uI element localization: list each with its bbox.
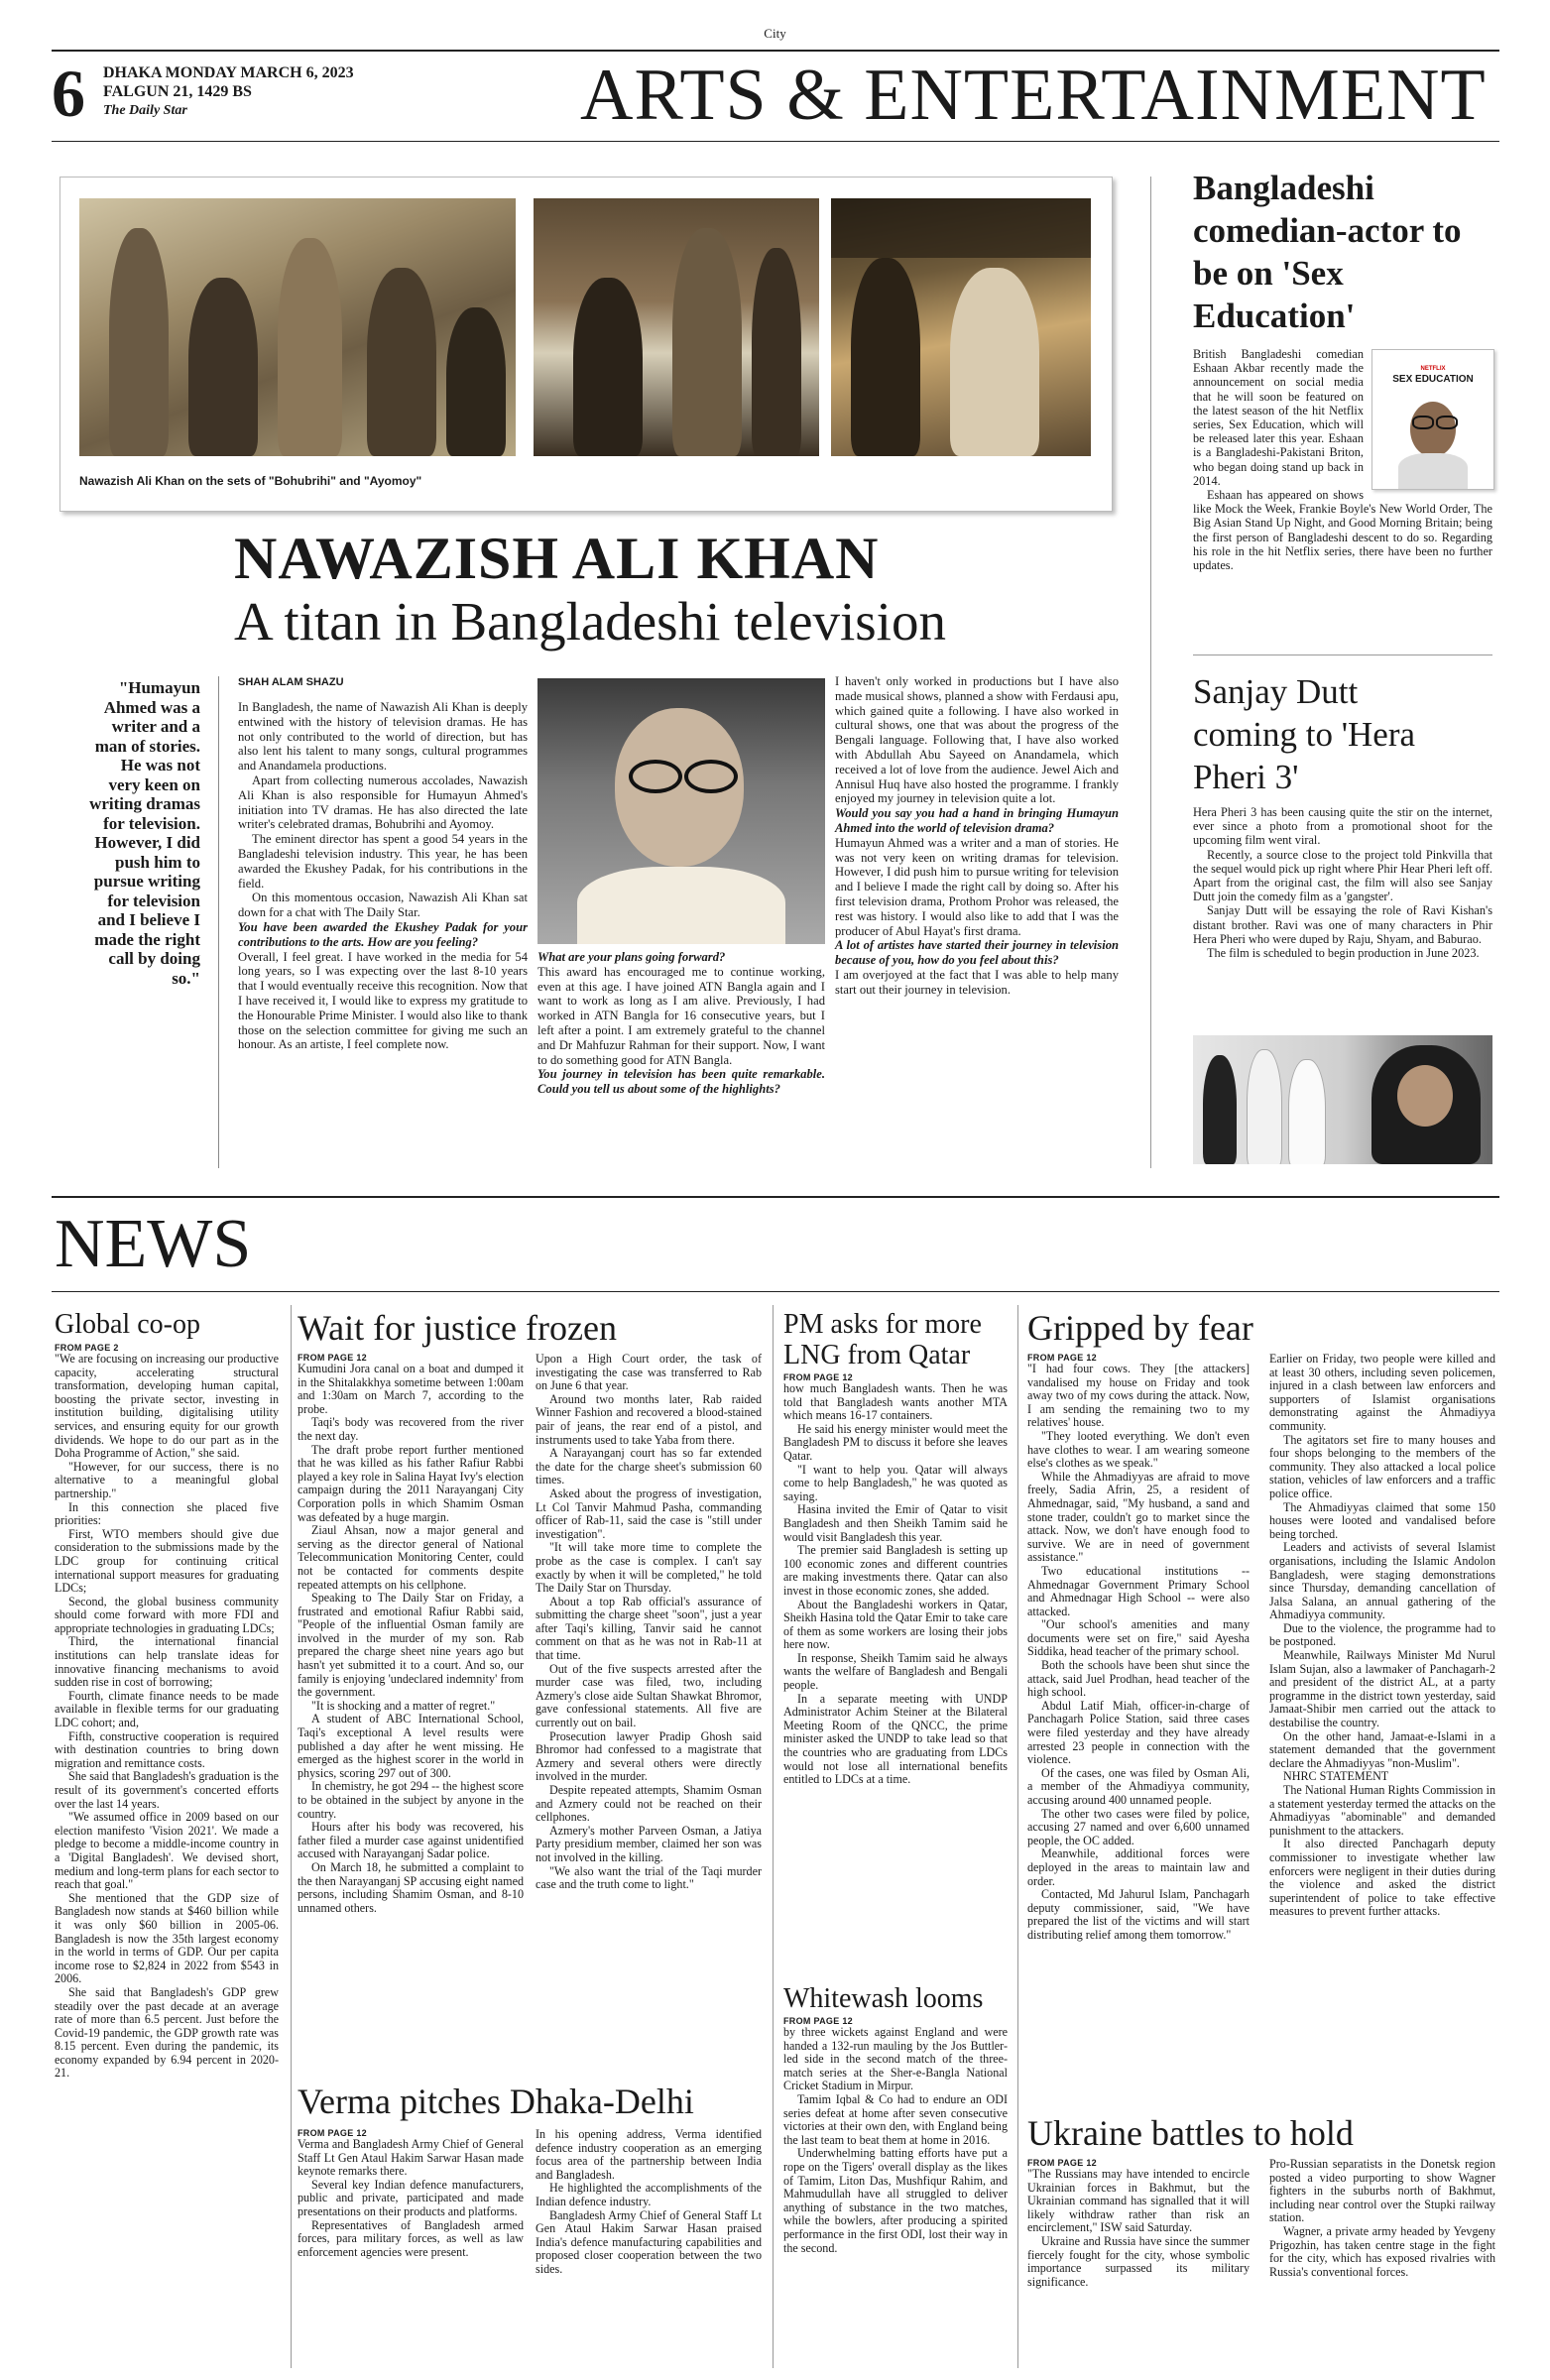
paragraph: In chemistry, he got 294 -- the highest score to be obtained in the subject by anyone in the country. <box>298 1779 524 1821</box>
fear-headline: Gripped by fear <box>1027 1308 1253 1348</box>
lng-body <box>783 1382 1008 1787</box>
photo-bohubrihi-group <box>79 198 516 456</box>
paragraph: Verma and Bangladesh Army Chief of General Staff Lt Gen Ataul Hakim Sarwar Hasan made keynote remarks there. <box>298 2137 524 2179</box>
paragraph: Third, the international financial institutions can help translate ideas for innovative financing mechanisms to avoid sudden rise in cost of borrowing; <box>55 1634 279 1690</box>
paragraph: "We also want the trial of the Taqi murder case and the truth come to light." <box>536 1863 762 1892</box>
paragraph: First, WTO members should give due consideration to the submissions made by the LDC group for continuing critical international support measures for graduating LDCs; <box>55 1526 279 1596</box>
paragraph: Abdul Latif Miah, officer-in-charge of Panchagarh Police Station, said three cases were filed yesterday and they have already arrested 23 people in connection with the violence. <box>1027 1698 1250 1767</box>
paragraph: In this connection she placed five priorities: <box>55 1499 279 1528</box>
paragraph: The premier said Bangladesh is setting up 100 economic zones and different countries are making investments there. Qatar can also invest in those economic zones, she added. <box>783 1543 1008 1598</box>
paragraph: Leaders and activists of several Islamist organisations, including the Islamic Andolon Bangladesh, were staging demonstrations since Thursday, demanding cancellation of Jalsa Salana, an annual gathering of the Ahmadiyya community. <box>1269 1540 1495 1622</box>
feature-headline: NAWAZISH ALI KHAN <box>234 526 880 591</box>
byline: SHAH ALAM SHAZU <box>238 676 344 688</box>
verma-body-col2 <box>536 2128 762 2277</box>
paragraph: Sanjay Dutt will be essaying the role of Ravi Kishan's distant brother. Ravi was one of many characters in Phir Hera Pheri who were duped by Raju, Shyam, and Baburao. <box>1193 903 1492 946</box>
paragraph: In a separate meeting with UNDP Administrator Achim Steiner at the Bilateral Meeting Room of the QNCC, the prime minister asked the UNDP to take lead so that the countries who are graduating from LDCs would not lose all international benefits entitled to LDCs at a time. <box>783 1691 1008 1787</box>
paragraph: The film is scheduled to begin production in June 2023. <box>1207 946 1480 961</box>
paragraph: Around two months later, Rab raided Winner Fashion and recovered a blood-stained pair of jeans, the rear end of a pistol, and instruments used to take Yaba from there. <box>536 1391 762 1447</box>
global-coop-from: FROM PAGE 2 <box>55 1343 119 1353</box>
paragraph: Would you say you had a hand in bringing Humayun Ahmed into the world of television drama? <box>835 806 1119 835</box>
whitewash-from: FROM PAGE 12 <box>783 2016 853 2026</box>
paragraph: Hera Pheri 3 has been causing quite the stir on the internet, ever since a photo from a promotional shoot for the upcoming film went viral. <box>1193 805 1492 848</box>
paragraph: In response, Sheikh Tamim said he always wants the welfare of Bangladesh and Bengali people. <box>783 1650 1008 1693</box>
fear-body-col1 <box>1027 1363 1250 1943</box>
paragraph: by three wickets against England and were handed a 132-run mauling by the Jos Buttler-led side in the second match of the three-match series at the Sher-e-Bangla National Cricket Stadium in Mirpur. <box>783 2025 1008 2093</box>
paragraph: Overall, I feel great. I have worked in the media for 54 long years, so I was expecting over the last 8-10 years that I would eventually receive this recognition. Now that I have received it, I would like to express my gratitude to the Honourable Prime Minister. I would also like to thank those on the selection committee for giving me such an honour. As an artiste, I feel complete now. <box>238 949 528 1052</box>
paragraph: Out of the five suspects arrested after the murder case was filed, two, including Azmery's close aide Sultan Shawkat Bhromor, gave confessional statements. All five are currently out on bail. <box>536 1661 762 1730</box>
paragraph: Meanwhile, Railways Minister Md Nurul Islam Sujan, also a lawmaker of Panchagarh-2 and president of the district AL, at a party programme in the district town yesterday, said Jamaat-Shibir men carried out the attack to destabilise the country. <box>1269 1648 1495 1730</box>
paragraph: NHRC STATEMENT <box>1283 1769 1389 1784</box>
whitewash-headline: Whitewash looms <box>783 1983 984 2014</box>
fear-from: FROM PAGE 12 <box>1027 1353 1097 1363</box>
paragraph: Meanwhile, additional forces were deployed in the areas to maintain law and order. <box>1027 1846 1250 1888</box>
paragraph: A lot of artistes have started their journey in television because of you, how do you feel about this? <box>835 938 1119 968</box>
paragraph: In Bangladesh, the name of Nawazish Ali Khan is deeply entwined with the history of television dramas. He has not only contributed to the world of direction, but has also lent his talent to many songs, cultural programmes and Anandamela productions. <box>238 700 528 774</box>
paragraph: The National Human Rights Commission in a statement yesterday termed the attacks on the Ahmadiyyas "abominable" and demanded punishment to the attackers. <box>1269 1783 1496 1838</box>
paragraph: "I had four cows. They [the attackers] vandalised my house on Friday and took away two of my cows during the attack. Now, I am sending the remaining two to my relatives' house. <box>1027 1362 1250 1430</box>
fear-body-col2 <box>1269 1353 1495 1919</box>
ukraine-body-col1 <box>1027 2168 1250 2289</box>
netflix-label: NETFLIX <box>1420 366 1446 372</box>
paragraph: British Bangladeshi comedian Eshaan Akbar recently made the announcement on social media that he will soon be featured on the latest season of the hit Netflix series, Sex Education, which will be released later this year. Eshaan is a Bangladeshi-Pakistani Briton, who began doing stand up back in 2014. <box>1193 347 1364 488</box>
paragraph: Speaking to The Daily Star on Friday, a frustrated and emotional Rafiur Rabbi said, "People of the influential Osman family are involved in the murder of my son. Rab prepared the charge sheet nine years ago but hasn't yet submitted it to a court. And so, our family is enjoying 'undeclared indemnity' from the government. <box>298 1591 524 1700</box>
paragraph: Bangladesh Army Chief of General Staff Lt Gen Ataul Hakim Sarwar Hasan praised India's defence manufacturing capabilities and proposed closer cooperation between the two sides. <box>536 2207 762 2276</box>
date-line <box>103 63 354 120</box>
paragraph: On March 18, he submitted a complaint to the then Narayanganj SP accusing eight named persons, including Shamim Osman, and 8-10 unnamed others. <box>298 1859 524 1915</box>
paragraph: "We assumed office in 2009 based on our election manifesto 'Vision 2021'. We made a pledge to become a middle-income country in a 'Digital Bangladesh'. We devised short, medium and long-term plans for each sector to reach that goal." <box>55 1810 280 1892</box>
paragraph: He said his energy minister would meet the Bangladesh PM to discuss it before she leaves Qatar. <box>783 1421 1008 1463</box>
paragraph: Contacted, Md Jahurul Islam, Panchagarh deputy commissioner, said, "We have prepared the list of the victims and will start distributing relief among them tomorrow." <box>1027 1887 1250 1942</box>
justice-from: FROM PAGE 12 <box>298 1353 367 1363</box>
paragraph: The other two cases were filed by police, accusing 27 named and over 6,600 unnamed people, the OC added. <box>1027 1806 1250 1847</box>
paragraph: Eshaan has appeared on shows like Mock the Week, Frankie Boyle's New World Order, The Big Asian Stand Up Night, and Good Morning Britain; being the first person of Bangladeshi descent to do so. Regarding his role in the hit Netflix series, there have been no further updates. <box>1193 488 1492 573</box>
paragraph: The draft probe report further mentioned that he was killed as his father Rafiur Rabbi played a key role in Salina Hayat Ivy's election campaign during the 2011 Narayanganj City Corporation polls in which Shamim Osman was defeated by a huge margin. <box>298 1442 524 1524</box>
paragraph: Pro-Russian separatists in the Donetsk region posted a video purporting to show Wagner fighters in the suburbs north of Bakhmut, including near control over the Stupki railway station. <box>1269 2157 1495 2225</box>
lng-from: FROM PAGE 12 <box>783 1372 853 1382</box>
sidebar-story1-headline: Bangladeshi comedian-actor to be on 'Sex Education' <box>1193 169 1462 335</box>
sidebar-story2-headline: Sanjay Dutt coming to 'Hera Pheri 3' <box>1193 672 1416 796</box>
thumb-label: SEX EDUCATION <box>1392 374 1474 385</box>
paragraph: Despite repeated attempts, Shamim Osman and Azmery could not be reached on their cellphones. <box>536 1783 762 1825</box>
paragraph: She said that Bangladesh's graduation is the result of its government's concerted efforts over the last 14 years. <box>55 1769 279 1811</box>
photo-hera-pheri-cast <box>1193 1035 1492 1164</box>
sidebar-story2-body <box>1193 805 1492 960</box>
paragraph: Taqi's body was recovered from the river the next day. <box>298 1415 524 1443</box>
justice-body-col1 <box>298 1363 524 1915</box>
ukraine-headline: Ukraine battles to hold <box>1027 2113 1354 2153</box>
date: DHAKA MONDAY MARCH 6, 2023 <box>103 64 354 81</box>
paragraph: This award has encouraged me to continue working, even at this age. I have joined ATN Bangla again and I want to work as long as I am alive. Previously, I had worked in ATN Bangla for 16 consecutive years, but I left after a point. I am extremely grateful to the channel and Dr Mahfuzur Rahman for their support. Now, I want to do something good for ATN Bangla. <box>537 964 825 1067</box>
paragraph: "They looted everything. We don't even have clothes to wear. I am wearing someone else's clothes as we speak." <box>1027 1428 1250 1471</box>
paragraph: Recently, a source close to the project told Pinkvilla that the sequel would pick up right where Phir Hear Pheri left off. Apart from the original cast, the film will also see Sanjay Dutt join the comedy film as a 'gangster'. <box>1193 847 1492 904</box>
paragraph: About a top Rab official's assurance of submitting the charge sheet "soon", just a year after Taqi's killing, Tanvir said he cannot comment on that as he was not in Rab-11 at that time. <box>536 1594 762 1663</box>
paragraph: Hasina invited the Emir of Qatar to visit Bangladesh and then Sheikh Tamim said he would visit Bangladesh this year. <box>783 1502 1008 1544</box>
section-title: ARTS & ENTERTAINMENT <box>580 55 1487 136</box>
bangla-date: FALGUN 21, 1429 BS <box>103 83 252 100</box>
paragraph: The Ahmadiyyas claimed that some 150 houses were looted and vandalised before being torched. <box>1269 1499 1495 1541</box>
paragraph: I am overjoyed at the fact that I was able to help many start out their journey in television. <box>835 967 1119 997</box>
global-coop-body <box>55 1353 279 2081</box>
paragraph: Underwhelming batting efforts have put a rope on the Tigers' overall display as the likes of Tamim, Liton Das, Mushfiqur Rahim, and Mahmudullah have all struggled to deliver anything of substance in the two matches, while the bowlers, after producing a spirited performance in the first ODI, lost their way in the second. <box>783 2146 1008 2255</box>
paragraph: He highlighted the accomplishments of the Indian defence industry. <box>536 2181 762 2208</box>
paragraph: "However, for our success, there is no alternative to a meaningful global partnership." <box>55 1459 279 1500</box>
paragraph: Ukraine and Russia have since the summer fiercely fought for the city, whose symbolic importance surpassed its military significance. <box>1027 2233 1250 2289</box>
paragraph: Asked about the progress of investigation, Lt Col Tanvir Mahmud Pasha, commanding officer of Rab-11, said the case is "still under investigation". <box>536 1486 762 1541</box>
news-section-title: NEWS <box>55 1206 252 1282</box>
paragraph: A student of ABC International School, Taqi's exceptional A level results were published a day after he went missing. He emerged as the highest scorer in the world in physics, scoring 297 out of 300. <box>298 1712 524 1780</box>
paragraph: You journey in television has been quite remarkable. Could you tell us about some of the highlights? <box>537 1067 825 1097</box>
paragraph: The eminent director has spent a good 54 years in the Bangladeshi television industry. This year, he has been awarded the Ekushey Padak, for his contributions in the field. <box>238 832 528 891</box>
feature-column-2 <box>537 950 825 1097</box>
photo-portrait <box>537 678 825 944</box>
paragraph: Wagner, a private army headed by Yevgeny Prigozhin, has taken centre stage in the fight for the city, which has exposed rivalries with Russia's conventional forces. <box>1269 2223 1495 2279</box>
feature-column-1 <box>238 700 528 1052</box>
justice-body-col2 <box>536 1353 762 1892</box>
justice-headline: Wait for justice frozen <box>298 1308 617 1348</box>
paragraph: Both the schools have been shut since the attack, said Juel Prodhan, head teacher of the high school. <box>1027 1658 1250 1700</box>
paragraph: Humayun Ahmed was a writer and a man of stories. He was not very keen on writing dramas for television. However, I did push him to pursue writing for television and I believe I made the right call by doing so. After his first television drama, Prothom Prohor was released, the rest was history. I would also like to add that I was the producer of Abul Hayat's first drama. <box>835 835 1119 938</box>
paragraph: Prosecution lawyer Pradip Ghosh said Bhromor had confessed to a magistrate that Azmery and several others were directly involved in the murder. <box>536 1728 762 1784</box>
ukraine-from: FROM PAGE 12 <box>1027 2158 1097 2168</box>
paragraph: You have been awarded the Ekushey Padak for your contributions to the arts. How are you feeling? <box>238 919 528 949</box>
paper-name: The Daily Star <box>103 103 187 118</box>
lng-headline: PM asks for more LNG from Qatar <box>783 1309 982 1370</box>
paragraph: Earlier on Friday, two people were killed and at least 30 others, including seven policemen, injured in a clash between law enforcers and supporters of Islamist organisations demonstrating against the Ahmadiyya community. <box>1269 1352 1495 1433</box>
paragraph: Of the cases, one was filed by Osman Ali, a member of the Ahmadiyya community, accusing around 400 unnamed people. <box>1027 1765 1250 1807</box>
paragraph: Apart from collecting numerous accolades, Nawazish Ali Khan is also responsible for Humayun Ahmed's initiation into TV dramas. He has also directed the late writer's celebrated dramas, Bohubrihi and Ayomoy. <box>238 773 528 832</box>
whitewash-body <box>783 2026 1008 2255</box>
paragraph: "It is shocking and a matter of regret." <box>311 1698 496 1713</box>
photo-caption: Nawazish Ali Khan on the sets of "Bohubrihi" and "Ayomoy" <box>79 474 422 488</box>
paragraph: About the Bangladeshi workers in Qatar, Sheikh Hasina told the Qatar Emir to take care of them as some workers are losing their jobs here now. <box>783 1597 1008 1652</box>
paragraph: In his opening address, Verma identified defence industry cooperation as an emerging focus area of the partnership between India and Bangladesh. <box>536 2127 762 2182</box>
paragraph: While the Ahmadiyyas are afraid to move freely, Sadia Afrin, 25, a resident of Ahmednagar, said, "My husband, a sand and stone trader, couldn't go to market since the attack. Now, we don't have enough food to survive. We are in need of government assistance." <box>1027 1469 1250 1565</box>
paragraph: She mentioned that the GDP size of Bangladesh now stands at $460 billion while it was only $60 billion in 2005-06. Bangladesh is now the 35th largest economy in the world in terms of GDP. Our per capita income rose to $2,824 in 2022 from $543 in 2006. <box>55 1890 279 1986</box>
paragraph: Representatives of Bangladesh armed forces, para military forces, as well as law enforcement agencies were present. <box>298 2217 524 2259</box>
paragraph: She said that Bangladesh's GDP grew steadily over the past decade at an average rate of more than 6.5 percent. Just before the Covid-19 pandemic, the GDP growth rate was 8.15 percent. Even during the pandemic, its economy expanded by 6.94 percent in 2020-21. <box>55 1984 279 2081</box>
paragraph: I haven't only worked in productions but I have also made musical shows, planned a show with Ferdausi apu, which gained quite a following. I have also worked in cultural shows, one that was about the progress of the Bengali language. Following that, I have also worked with Abdullah Abu Sayeed on Anandamela, which received a lot of love from the audience. Jewel Aich and Annisul Huq have also hosted the programme. I frankly enjoyed my journey in television quite a lot. <box>835 674 1119 806</box>
pull-quote: "Humayun Ahmed was a writer and a man of stories. He was not very keen on writing dramas for television. However, I did push him to pursue writing for television and I believe I made the right call by doing so." <box>89 678 200 988</box>
paragraph: Fourth, climate finance needs to be made available in flexible terms for our graduating LDC cohort; and, <box>55 1688 279 1730</box>
paragraph: It also directed Panchagarh deputy commissioner to investigate whether law enforcers were negligent in their duties during the violence and asked the district superintendent of police to take effective measures to prevent further attacks. <box>1269 1837 1495 1919</box>
paragraph: "The Russians may have intended to encircle Ukrainian forces in Bakhmut, but the Ukrainian command has signalled that it will likely withdraw rather than risk an encirclement," ISW said Saturday. <box>1027 2167 1250 2235</box>
paragraph: Upon a High Court order, the task of investigating the case was transferred to Rab on June 6 that year. <box>536 1352 762 1393</box>
paragraph: Due to the violence, the programme had to be postponed. <box>1269 1620 1495 1649</box>
paragraph: "It will take more time to complete the probe as the case is complex. I can't say exactly by when it will be completed," he told The Daily Star on Thursday. <box>536 1540 762 1596</box>
photo-director-on-set <box>831 198 1091 456</box>
paragraph: "We are focusing on increasing our productive capacity, accelerating structural transformation, developing human capital, boosting the private sector, investing in institution building, digitalising utility services, and ensuring equity for our growth dividends. We hope to do our part as in the Doha Programme of Action," she said. <box>55 1352 279 1461</box>
global-coop-headline: Global co-op <box>55 1309 200 1340</box>
paragraph: The agitators set fire to many houses and four shops belonging to the members of the community. They also attacked a local police station, vehicles of law enforcers and a traffic police office. <box>1269 1432 1495 1500</box>
photo-ayomoy-set <box>534 198 819 456</box>
paragraph: On this momentous occasion, Nawazish Ali Khan sat down for a chat with The Daily Star. <box>238 891 528 920</box>
section-label: City <box>764 26 786 41</box>
paragraph: how much Bangladesh wants. Then he was told that Bangladesh wants another MTA which means 16-17 containers. <box>783 1381 1008 1423</box>
verma-body-col1 <box>298 2138 524 2259</box>
paragraph: What are your plans going forward? <box>537 950 726 964</box>
paragraph: Second, the global business community should come forward with more FDI and appropriate technologies in graduating LDCs; <box>55 1594 279 1635</box>
paragraph: "I want to help you. Qatar will always come to help Bangladesh," he was quoted as saying. <box>783 1462 1008 1503</box>
paragraph: Fifth, constructive cooperation is required with destination countries to bring down migration and remittance costs. <box>55 1728 279 1770</box>
paragraph: A Narayanganj court has so far extended the date for the charge sheet's submission 60 times. <box>536 1446 762 1488</box>
paragraph: Ziaul Ahsan, now a major general and serving as the director general of National Telecommunication Monitoring Center, could not be contacted for comments despite repeated attempts on his cellphone. <box>298 1523 524 1592</box>
paragraph: Hours after his body was recovered, his father filed a murder case against unidentified accused with Narayanganj Sadar police. <box>298 1820 524 1861</box>
paragraph: Tamim Iqbal & Co had to endure an ODI series defeat at home after seven consecutive victories at their own den, with England being the last team to beat them at home in 2016. <box>783 2091 1008 2147</box>
ukraine-body-col2 <box>1269 2158 1495 2279</box>
page-number: 6 <box>52 56 85 131</box>
paragraph: Two educational institutions -- Ahmednagar Government Primary School and Ahmednagar High School -- were also attacked. <box>1027 1563 1250 1618</box>
feature-subheadline: A titan in Bangladeshi television <box>234 591 946 652</box>
sidebar-story1-body <box>1193 347 1492 572</box>
paragraph: Several key Indian defence manufacturers, public and private, participated and made presentations on their products and platforms. <box>298 2177 524 2218</box>
paragraph: Azmery's mother Parveen Osman, a Jatiya Party presidium member, claimed her son was not involved in the killing. <box>536 1823 762 1864</box>
paragraph: On the other hand, Jamaat-e-Islami in a statement demanded that the government declare the Ahmadiyyas "non-Muslim". <box>1269 1728 1495 1770</box>
feature-column-3 <box>835 674 1119 998</box>
verma-from: FROM PAGE 12 <box>298 2128 367 2138</box>
paragraph: Kumudini Jora canal on a boat and dumped it in the Shitalakkhya sometime between 1:00am and 1:30am on March 7, according to the probe. <box>298 1362 524 1416</box>
verma-headline: Verma pitches Dhaka-Delhi <box>298 2082 694 2121</box>
paragraph: "Our school's amenities and many documents were set on fire," said Ayesha Siddika, head teacher of the primary school. <box>1027 1617 1250 1659</box>
